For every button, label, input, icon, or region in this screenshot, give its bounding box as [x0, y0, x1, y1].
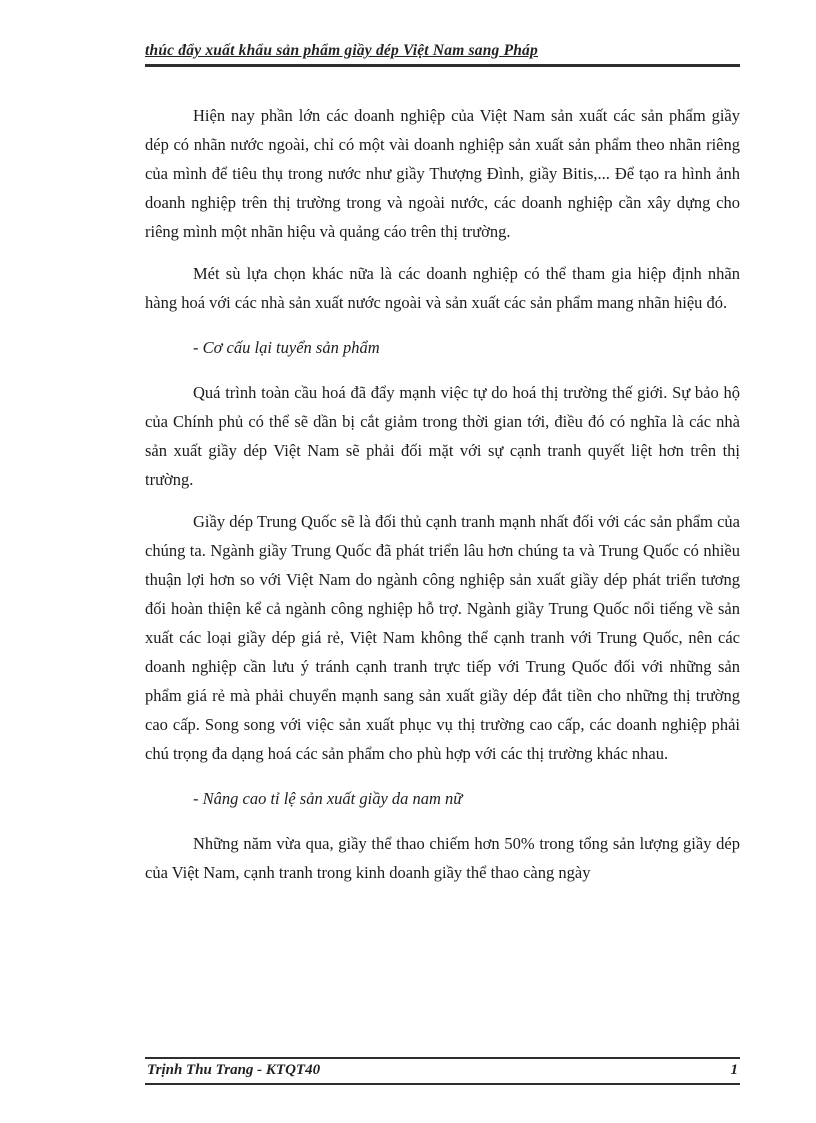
page-footer [145, 1057, 740, 1085]
paragraph: Những năm vừa qua, giầy thể thao chiếm hơn 50% trong tổng sản lượng giầy dép của Việt Nam, cạnh tranh trong kinh doanh giầy thể thao càng ngày [145, 834, 740, 882]
page-body [145, 67, 740, 887]
footer-author: Trịnh Thu Trang - KTQT40 [147, 1062, 321, 1078]
page-header [145, 0, 740, 67]
paragraph: Giầy dép Trung Quốc sẽ là đối thủ cạnh tranh mạnh nhất đối với các sản phẩm của chúng ta. Ngành giầy Trung Quốc đã phát triển lâu hơn chúng ta và Trung Quốc có nhiều thuận lợi hơn so với Việt Nam do ngành công nghiệp sản xuất giầy dép phát triển tương đối hoàn thiện kể cả ngành công nghiệp hỗ trợ. Ngành giầy Trung Quốc nổi tiếng về sản xuất các loại giầy dép giá rẻ, Việt Nam không thể cạnh tranh với Trung Quốc, nên các doanh nghiệp cần lưu ý tránh cạnh tranh trực tiếp với Trung Quốc đối với những sản phẩm giá rẻ mà phải chuyển mạnh sang sản xuất giầy dép đắt tiền cho những thị trường cao cấp. Song song với việc sản xuất phục vụ thị trường cao cấp, các doanh nghiệp phải chú trọng đa dạng hoá các sản phẩm cho phù hợp với các thị trường khác nhau. [145, 512, 740, 763]
section-heading: - Nâng cao tỉ lệ sản xuất giầy da nam nữ [193, 789, 463, 808]
paragraph: Quá trình toàn cầu hoá đã đẩy mạnh việc tự do hoá thị trường thế giới. Sự bảo hộ của Chính phủ có thể sẽ dần bị cắt giảm trong thời gian tới, điều đó có nghĩa là các nhà sản xuất giầy dép Việt Nam sẽ phải đối mặt với sự cạnh tranh quyết liệt hơn trên thị trường. [145, 383, 740, 489]
footer-page-number: 1 [730, 1062, 738, 1078]
header-title: thúc đẩy xuất khẩu sản phẩm giầy dép Việt Nam sang Pháp [145, 42, 538, 59]
paragraph: Mét sù lựa chọn khác nữa là các doanh nghiệp có thể tham gia hiệp định nhãn hàng hoá với các nhà sản xuất nước ngoài và sản xuất các sản phẩm mang nhãn hiệu đó. [145, 264, 740, 312]
paragraph: Hiện nay phần lớn các doanh nghiệp của Việt Nam sản xuất các sản phẩm giầy dép có nhãn nước ngoài, chỉ có một vài doanh nghiệp sản xuất sản phẩm theo nhãn riêng của mình để tiêu thụ trong nước như giầy Thượng Đình, giầy Bitis,... Để tạo ra hình ảnh doanh nghiệp trên thị trường trong và ngoài nước, các doanh nghiệp cần xây dựng cho riêng mình một nhãn hiệu và quảng cáo trên thị trường. [145, 106, 740, 241]
section-heading: - Cơ cấu lại tuyển sản phẩm [193, 338, 380, 357]
page-content [145, 0, 740, 1123]
